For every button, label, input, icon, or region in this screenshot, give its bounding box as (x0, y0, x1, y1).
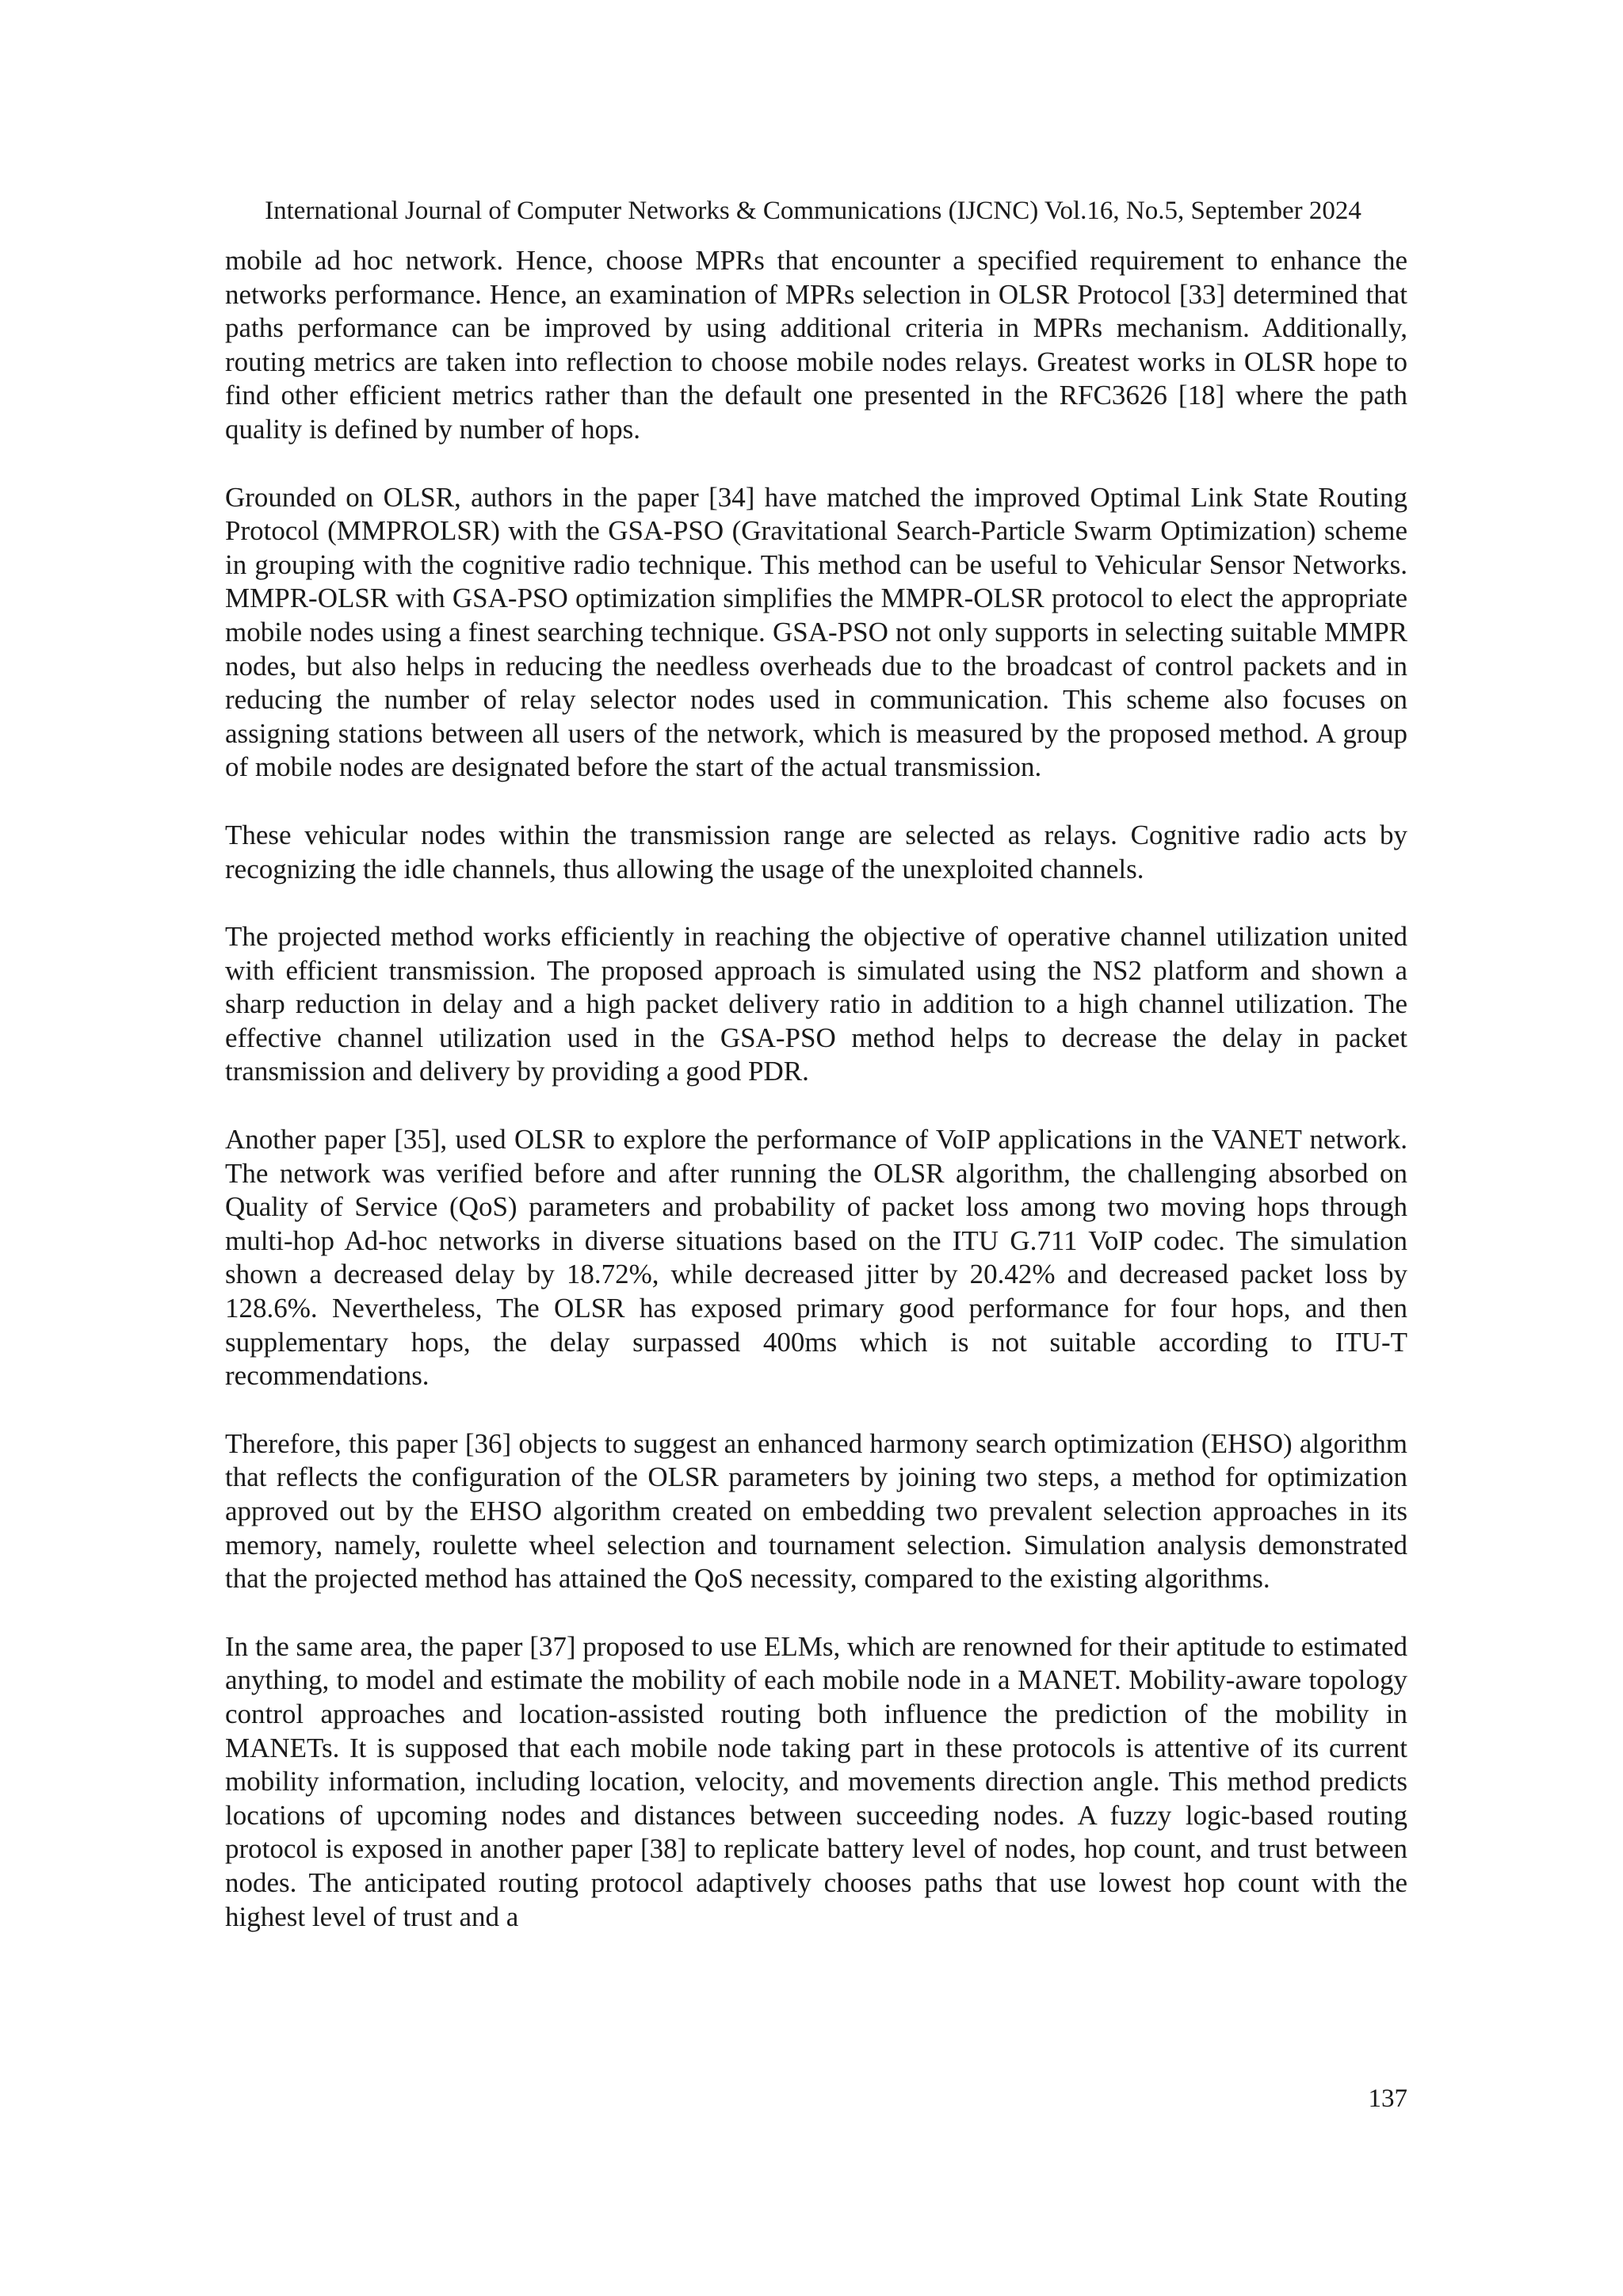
paragraph-olsr-mpr-selection: mobile ad hoc network. Hence, choose MPRs that encounter a specified requirement to enhance the networks performance. Hence, an examination of MPRs selection in OLSR Protocol [33] determined that paths performance can be improved by using additional criteria in MPRs mechanism. Additionally, routing metrics are taken into reflection to choose mobile nodes relays. Greatest works in OLSR hope to find other efficient metrics rather than the default one presented in the RFC3626 [18] where the path quality is defined by number of hops. (225, 245, 1407, 445)
paragraph-elm-mobility: In the same area, the paper [37] proposed to use ELMs, which are renowned for their aptitude to estimated anything, to model and estimate the mobility of each mobile node in a MANET. Mobility-aware topology control approaches and location-assisted routing both influence the prediction of the mobility in MANETs. It is supposed that each mobile node taking part in these protocols is attentive of its current mobility information, including location, velocity, and movements direction angle. This method predicts locations of upcoming nodes and distances between succeeding nodes. A fuzzy logic-based routing protocol is exposed in another paper [38] to replicate battery level of nodes, hop count, and trust between nodes. The anticipated routing protocol adaptively chooses paths that use lowest hop count with the highest level of trust and a (225, 1630, 1407, 1932)
paragraph-channel-utilization: The projected method works efficiently in reaching the objective of operative channel utilization united with efficient transmission. The proposed approach is simulated using the NS2 platform and shown a sharp reduction in delay and a high packet delivery ratio in addition to a high channel utilization. The effective channel utilization used in the GSA-PSO method helps to decrease the delay in packet transmission and delivery by providing a good PDR. (225, 921, 1407, 1087)
paragraph-cognitive-radio-relays: These vehicular nodes within the transmission range are selected as relays. Cognitive radio acts by recognizing the idle channels, thus allowing the usage of the unexploited channels. (225, 819, 1407, 884)
page-number: 137 (1368, 2084, 1407, 2113)
paragraph-ehso: Therefore, this paper [36] objects to suggest an enhanced harmony search optimization (EHSO) algorithm that reflects the configuration of the OLSR parameters by joining two steps, a method for optimization approved out by the EHSO algorithm created on embedding two prevalent selection approaches in its memory, namely, roulette wheel selection and tournament selection. Simulation analysis demonstrated that the projected method has attained the QoS necessity, compared to the existing algorithms. (225, 1427, 1407, 1595)
paragraph-voip-vanet: Another paper [35], used OLSR to explore the performance of VoIP applications in the VANET network. The network was verified before and after running the OLSR algorithm, the challenging absorbed on Quality of Service (QoS) parameters and probability of packet loss among two moving hops through multi-hop Ad-hoc networks in diverse situations based on the ITU G.711 VoIP codec. The simulation shown a decreased delay by 18.72%, while decreased jitter by 20.42% and decreased packet loss by 128.6%. Nevertheless, The OLSR has exposed primary good performance for four hops, and then supplementary hops, the delay surpassed 400ms which is not suitable according to ITU-T recommendations. (225, 1124, 1407, 1392)
running-header: International Journal of Computer Networks & Communications (IJCNC) Vol.16, No.5, September 2024 (265, 197, 1361, 225)
main-body (225, 244, 1407, 1934)
paragraph-gsa-pso: Grounded on OLSR, authors in the paper [34] have matched the improved Optimal Link State Routing Protocol (MMPROLSR) with the GSA-PSO (Gravitational Search-Particle Swarm Optimization) scheme in grouping with the cognitive radio technique. This method can be useful to Vehicular Sensor Networks. MMPR-OLSR with GSA-PSO optimization simplifies the MMPR-OLSR protocol to elect the appropriate mobile nodes using a finest searching technique. GSA-PSO not only supports in selecting suitable MMPR nodes, but also helps in reducing the needless overheads due to the broadcast of control packets and in reducing the number of relay selector nodes used in communication. This scheme also focuses on assigning stations between all users of the network, which is measured by the proposed method. A group of mobile nodes are designated before the start of the actual transmission. (225, 481, 1407, 783)
